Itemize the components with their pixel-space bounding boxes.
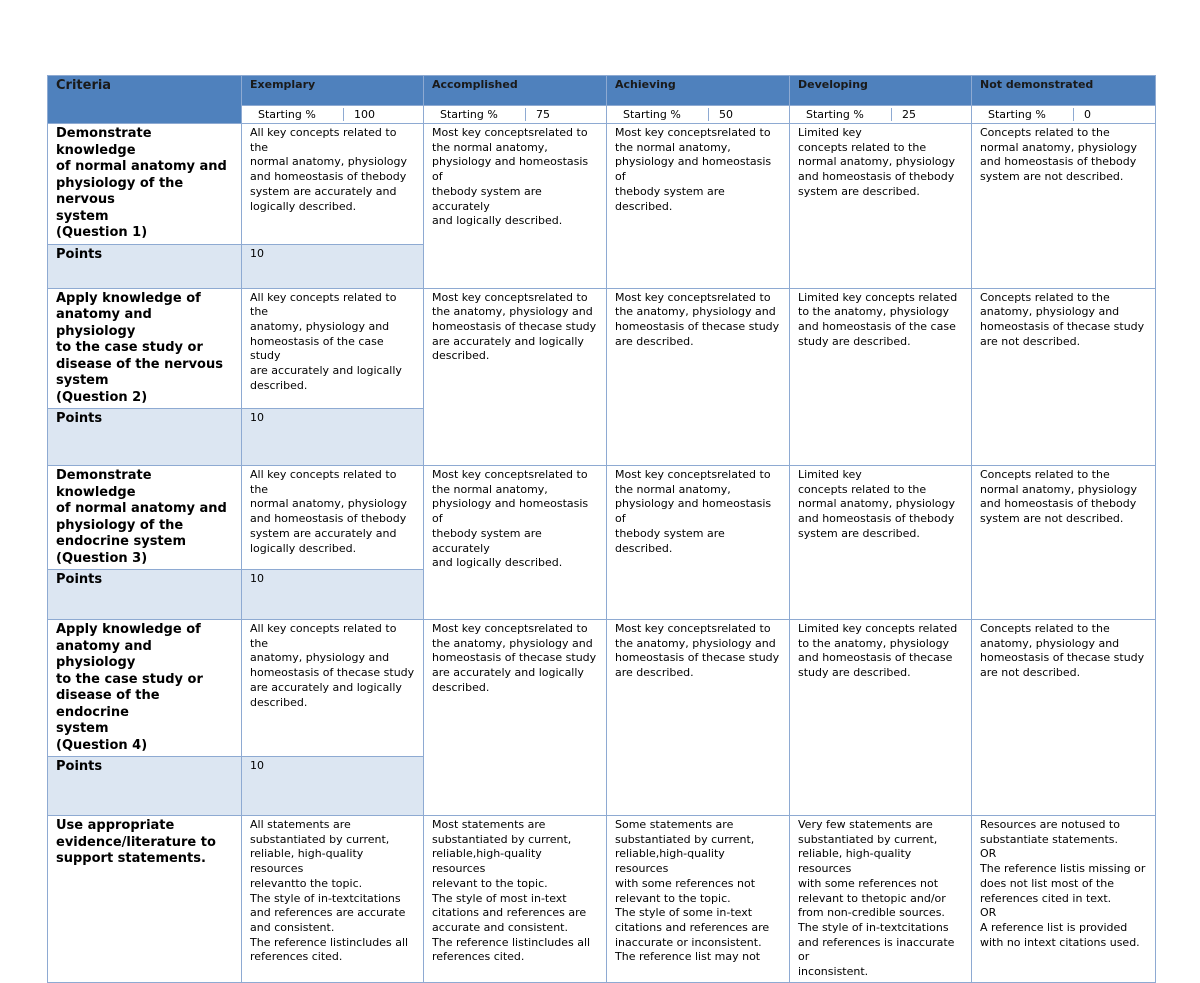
description-text-line: are accurately and logically bbox=[250, 364, 402, 378]
description-text-line: and logically described. bbox=[432, 556, 563, 570]
description-text-line: accurate and consistent. bbox=[432, 920, 568, 934]
description-text-line: homeostasis of thecase study bbox=[980, 651, 1145, 665]
description-text-line: The reference list may not bbox=[615, 950, 761, 964]
description-text-line: The style of in-textcitations bbox=[250, 891, 401, 905]
description-text-line: and logically described. bbox=[432, 214, 563, 228]
description-text-line: and homeostasis of thebody bbox=[798, 170, 955, 184]
criterion-text-line: of normal anatomy and bbox=[56, 501, 227, 516]
description-text-line: described. bbox=[432, 349, 490, 363]
description-cell-accomplished bbox=[424, 466, 607, 620]
description-text-line: Concepts related to the bbox=[980, 290, 1110, 304]
description-cell-accomplished bbox=[424, 620, 607, 816]
description-text-line: homeostasis of thecase study bbox=[615, 319, 780, 333]
description-text-line: concepts related to the bbox=[798, 482, 927, 496]
points-value: 10 bbox=[242, 244, 424, 288]
rubric-table bbox=[47, 75, 1156, 983]
description-text-line: physiology and homeostasis of bbox=[432, 497, 589, 526]
criterion-text-line: anatomy and physiology bbox=[56, 307, 152, 339]
description-text-line: system are not described. bbox=[980, 170, 1124, 184]
description-text-line: relevantto the topic. bbox=[250, 876, 363, 890]
description-cell-achieving bbox=[607, 124, 790, 289]
description-text-line: and homeostasis of thebody bbox=[798, 512, 955, 526]
description-text-line: Most key conceptsrelated to bbox=[432, 126, 588, 139]
criterion-text-line: physiology of the nervous bbox=[56, 175, 184, 207]
starting-cell-exemplary bbox=[242, 106, 424, 124]
description-text-line: references cited. bbox=[250, 950, 343, 964]
starting-label: Starting % bbox=[798, 108, 892, 121]
description-text-line: are accurately and logically bbox=[432, 334, 584, 348]
description-text-line: Most key conceptsrelated to bbox=[615, 290, 771, 304]
description-text-line: logically described. bbox=[250, 199, 357, 213]
starting-value: 75 bbox=[536, 108, 550, 121]
criterion-text-line: anatomy and physiology bbox=[56, 638, 152, 670]
description-text-line: The reference listincludes all bbox=[432, 935, 591, 949]
description-text-line: normal anatomy, physiology bbox=[250, 155, 408, 169]
description-cell-developing bbox=[790, 124, 972, 289]
description-text-line: Limited key concepts related bbox=[798, 290, 958, 304]
description-text-line: reliable, high-quality resources bbox=[250, 847, 364, 876]
description-cell-exemplary bbox=[242, 466, 424, 570]
description-text-line: substantiated by current, bbox=[250, 832, 390, 846]
description-cell-not-demonstrated bbox=[972, 288, 1156, 466]
description-text-line: described. bbox=[432, 680, 490, 694]
description-text-line: inaccurate or inconsistent. bbox=[615, 935, 762, 949]
criterion-text-line: to the case study or bbox=[56, 340, 203, 355]
description-text-line: Limited key bbox=[798, 126, 862, 139]
criterion-text-line: to the case study or bbox=[56, 671, 203, 687]
description-text-line: and homeostasis of thebody bbox=[980, 497, 1137, 511]
description-text-line: homeostasis of thecase study bbox=[615, 651, 780, 665]
description-text-line: citations and references are bbox=[615, 920, 770, 934]
criterion-text-line: of normal anatomy and bbox=[56, 159, 227, 174]
description-text-line: reliable, high-quality resources bbox=[798, 847, 912, 876]
criterion-text-line: system bbox=[56, 373, 109, 388]
description-text-line: normal anatomy, physiology bbox=[798, 155, 956, 169]
description-text-line: with no intext citations used. bbox=[980, 935, 1140, 949]
description-text-line: anatomy, physiology and bbox=[250, 651, 390, 665]
description-cell bbox=[242, 816, 424, 983]
criterion-text-line: Apply knowledge of bbox=[56, 622, 201, 637]
description-text-line: and references are accurate bbox=[250, 906, 406, 920]
starting-cell-achieving bbox=[607, 106, 790, 124]
description-text-line: normal anatomy, physiology bbox=[798, 497, 956, 511]
description-cell bbox=[972, 816, 1156, 983]
description-text-line: reliable,high-quality resources bbox=[615, 847, 725, 876]
description-text-line: system are accurately and bbox=[250, 184, 397, 198]
starting-cell-accomplished bbox=[424, 106, 607, 124]
points-label: Points bbox=[48, 757, 242, 816]
description-text-line: the anatomy, physiology and bbox=[432, 305, 593, 319]
description-text-line: relevant to the topic. bbox=[432, 876, 548, 890]
points-label: Points bbox=[48, 409, 242, 466]
description-text-line: anatomy, physiology and bbox=[250, 319, 390, 333]
points-value: 10 bbox=[242, 757, 424, 816]
description-text-line: references cited in text. bbox=[980, 891, 1112, 905]
description-text-line: inconsistent. bbox=[798, 965, 869, 979]
description-text-line: Concepts related to the bbox=[980, 468, 1110, 481]
description-text-line: physiology and homeostasis of bbox=[615, 497, 772, 526]
description-text-line: Very few statements are bbox=[798, 818, 933, 831]
starting-label: Starting % bbox=[432, 108, 526, 121]
description-text-line: homeostasis of thecase study bbox=[432, 651, 597, 665]
description-text-line: physiology and homeostasis of bbox=[432, 155, 589, 184]
description-text-line: with some references not bbox=[615, 876, 756, 890]
description-text-line: and homeostasis of thebody bbox=[980, 155, 1137, 169]
description-text-line: OR bbox=[980, 906, 997, 920]
description-text-line: The reference listincludes all bbox=[250, 935, 409, 949]
description-text-line: Resources are notused to bbox=[980, 818, 1120, 831]
description-text-line: physiology and homeostasis of bbox=[615, 155, 772, 184]
points-value: 10 bbox=[242, 570, 424, 620]
description-text-line: thebody system are described. bbox=[615, 184, 725, 213]
starting-label: Starting % bbox=[250, 108, 344, 121]
description-text-line: and homeostasis of thecase bbox=[798, 651, 953, 665]
description-text-line: All statements are bbox=[250, 818, 351, 831]
points-value: 10 bbox=[242, 409, 424, 466]
description-text-line: to the anatomy, physiology bbox=[798, 636, 950, 650]
description-text-line: All key concepts related to the bbox=[250, 290, 397, 319]
starting-label: Starting % bbox=[615, 108, 709, 121]
criterion-row bbox=[48, 620, 1156, 757]
description-text-line: Most key conceptsrelated to bbox=[432, 468, 588, 481]
description-text-line: from non-credible sources. bbox=[798, 906, 945, 920]
description-text-line: reliable,high-quality resources bbox=[432, 847, 542, 876]
description-text-line: thebody system are described. bbox=[615, 526, 725, 555]
starting-value: 0 bbox=[1084, 108, 1091, 121]
criterion-cell bbox=[48, 288, 242, 409]
criterion-text-line: physiology of the bbox=[56, 517, 184, 533]
starting-label: Starting % bbox=[980, 108, 1074, 121]
description-text-line: the normal anatomy, bbox=[432, 482, 548, 496]
criterion-cell bbox=[48, 466, 242, 570]
rubric-body bbox=[48, 76, 1156, 983]
description-cell-achieving bbox=[607, 466, 790, 620]
level-header-exemplary: Exemplary bbox=[242, 76, 424, 106]
criterion-text-line: support statements. bbox=[56, 851, 206, 866]
points-label: Points bbox=[48, 244, 242, 288]
description-text-line: are not described. bbox=[980, 334, 1081, 348]
starting-cell-developing bbox=[790, 106, 972, 124]
description-text-line: system are not described. bbox=[980, 512, 1124, 526]
criterion-text-line: (Question 4) bbox=[56, 737, 148, 753]
description-text-line: system are described. bbox=[798, 526, 920, 540]
points-label: Points bbox=[48, 570, 242, 620]
description-text-line: are described. bbox=[615, 666, 694, 680]
description-text-line: The reference listis missing or bbox=[980, 862, 1146, 876]
description-text-line: are accurately and logically bbox=[250, 680, 402, 694]
description-text-line: with some references not bbox=[798, 876, 939, 890]
description-text-line: study are described. bbox=[798, 334, 911, 348]
description-text-line: anatomy, physiology and bbox=[980, 636, 1120, 650]
criterion-cell bbox=[48, 124, 242, 245]
description-text-line: and references is inaccurate or bbox=[798, 935, 955, 964]
description-text-line: system are accurately and bbox=[250, 526, 397, 540]
criterion-text-line: Apply knowledge of bbox=[56, 290, 201, 306]
description-text-line: citations and references are bbox=[432, 906, 587, 920]
description-text-line: The style of most in-text bbox=[432, 891, 567, 905]
criterion-row bbox=[48, 124, 1156, 245]
criterion-row bbox=[48, 466, 1156, 570]
starting-value: 25 bbox=[902, 108, 916, 121]
description-cell-not-demonstrated bbox=[972, 124, 1156, 289]
description-text-line: the normal anatomy, bbox=[615, 140, 731, 154]
starting-value: 50 bbox=[719, 108, 733, 121]
description-cell-developing bbox=[790, 620, 972, 816]
description-cell-achieving bbox=[607, 288, 790, 466]
description-text-line: and homeostasis of thebody bbox=[250, 512, 407, 526]
criterion-text-line: Demonstrate knowledge bbox=[56, 126, 152, 158]
criterion-row-evidence bbox=[48, 816, 1156, 983]
description-cell-not-demonstrated bbox=[972, 466, 1156, 620]
criterion-cell bbox=[48, 620, 242, 757]
description-text-line: homeostasis of the case study bbox=[250, 334, 384, 363]
criterion-text-line: endocrine system bbox=[56, 534, 187, 549]
description-text-line: thebody system are accurately bbox=[432, 184, 542, 213]
description-text-line: references cited. bbox=[432, 950, 525, 964]
criterion-text-line: evidence/literature to bbox=[56, 834, 216, 850]
description-cell bbox=[607, 816, 790, 983]
description-text-line: homeostasis of thecase study bbox=[250, 666, 415, 680]
description-text-line: Limited key concepts related bbox=[798, 622, 958, 635]
criterion-text-line: Demonstrate knowledge bbox=[56, 468, 152, 500]
criterion-row bbox=[48, 288, 1156, 409]
description-text-line: Most key conceptsrelated to bbox=[615, 468, 771, 481]
description-text-line: normal anatomy, physiology bbox=[980, 482, 1138, 496]
description-cell-developing bbox=[790, 288, 972, 466]
description-text-line: relevant to the topic. bbox=[615, 891, 731, 905]
description-text-line: the normal anatomy, bbox=[432, 140, 548, 154]
criteria-header: Criteria bbox=[48, 76, 242, 124]
criterion-text-line: disease of the endocrine bbox=[56, 688, 160, 720]
level-header-achieving: Achieving bbox=[607, 76, 790, 106]
description-text-line: Most key conceptsrelated to bbox=[615, 622, 771, 635]
description-text-line: OR bbox=[980, 847, 997, 861]
description-text-line: Limited key bbox=[798, 468, 862, 481]
description-cell-achieving bbox=[607, 620, 790, 816]
description-text-line: Concepts related to the bbox=[980, 126, 1110, 139]
description-cell-not-demonstrated bbox=[972, 620, 1156, 816]
description-text-line: study are described. bbox=[798, 666, 911, 680]
level-header-developing: Developing bbox=[790, 76, 972, 106]
description-text-line: thebody system are accurately bbox=[432, 526, 542, 555]
description-text-line: substantiated by current, bbox=[432, 832, 572, 846]
description-text-line: the anatomy, physiology and bbox=[432, 636, 593, 650]
description-text-line: does not list most of the bbox=[980, 876, 1115, 890]
description-text-line: the normal anatomy, bbox=[615, 482, 731, 496]
description-cell-exemplary bbox=[242, 124, 424, 245]
description-text-line: normal anatomy, physiology bbox=[980, 140, 1138, 154]
description-text-line: to the anatomy, physiology bbox=[798, 305, 950, 319]
description-cell-accomplished bbox=[424, 124, 607, 289]
description-cell-exemplary bbox=[242, 620, 424, 757]
criterion-text-line: (Question 3) bbox=[56, 550, 148, 566]
description-text-line: described. bbox=[250, 378, 308, 392]
description-text-line: Most statements are bbox=[432, 818, 546, 831]
starting-cell-not-demonstrated bbox=[972, 106, 1156, 124]
description-text-line: are accurately and logically bbox=[432, 666, 584, 680]
description-text-line: Most key conceptsrelated to bbox=[615, 126, 771, 139]
description-text-line: and consistent. bbox=[250, 920, 335, 934]
description-cell-exemplary bbox=[242, 288, 424, 409]
description-cell-accomplished bbox=[424, 288, 607, 466]
description-text-line: substantiated by current, bbox=[615, 832, 755, 846]
description-cell bbox=[790, 816, 972, 983]
description-text-line: substantiate statements. bbox=[980, 832, 1118, 846]
description-text-line: relevant to thetopic and/or bbox=[798, 891, 946, 905]
description-cell-developing bbox=[790, 466, 972, 620]
description-text-line: are described. bbox=[615, 334, 694, 348]
description-text-line: Most key conceptsrelated to bbox=[432, 622, 588, 635]
description-text-line: normal anatomy, physiology bbox=[250, 497, 408, 511]
description-text-line: The style of some in-text bbox=[615, 906, 753, 920]
description-text-line: the anatomy, physiology and bbox=[615, 305, 776, 319]
description-text-line: and homeostasis of the case bbox=[798, 319, 956, 333]
description-text-line: substantiated by current, bbox=[798, 832, 938, 846]
criterion-text-line: (Question 2) bbox=[56, 389, 148, 405]
criterion-text-line: disease of the nervous bbox=[56, 356, 223, 372]
description-cell bbox=[424, 816, 607, 983]
description-text-line: concepts related to the bbox=[798, 140, 927, 154]
description-text-line: All key concepts related to the bbox=[250, 468, 397, 496]
description-text-line: homeostasis of thecase study bbox=[432, 319, 597, 333]
description-text-line: and homeostasis of thebody bbox=[250, 170, 407, 184]
criterion-cell bbox=[48, 816, 242, 983]
description-text-line: the anatomy, physiology and bbox=[615, 636, 776, 650]
description-text-line: described. bbox=[250, 695, 308, 709]
header-row bbox=[48, 76, 1156, 106]
criterion-text-line: system bbox=[56, 721, 109, 736]
criterion-text-line: (Question 1) bbox=[56, 225, 148, 240]
description-text-line: Concepts related to the bbox=[980, 622, 1110, 635]
level-header-accomplished: Accomplished bbox=[424, 76, 607, 106]
description-text-line: Some statements are bbox=[615, 818, 734, 831]
level-header-not-demonstrated: Not demonstrated bbox=[972, 76, 1156, 106]
description-text-line: A reference list is provided bbox=[980, 920, 1128, 934]
description-text-line: system are described. bbox=[798, 184, 920, 198]
description-text-line: logically described. bbox=[250, 541, 357, 555]
description-text-line: The style of in-textcitations bbox=[798, 920, 949, 934]
starting-value: 100 bbox=[354, 108, 375, 121]
description-text-line: anatomy, physiology and bbox=[980, 305, 1120, 319]
description-text-line: homeostasis of thecase study bbox=[980, 319, 1145, 333]
description-text-line: All key concepts related to the bbox=[250, 622, 397, 650]
description-text-line: Most key conceptsrelated to bbox=[432, 290, 588, 304]
description-text-line: All key concepts related to the bbox=[250, 126, 397, 154]
criterion-text-line: system bbox=[56, 208, 109, 224]
criterion-text-line: Use appropriate bbox=[56, 818, 175, 833]
description-text-line: are not described. bbox=[980, 666, 1081, 680]
